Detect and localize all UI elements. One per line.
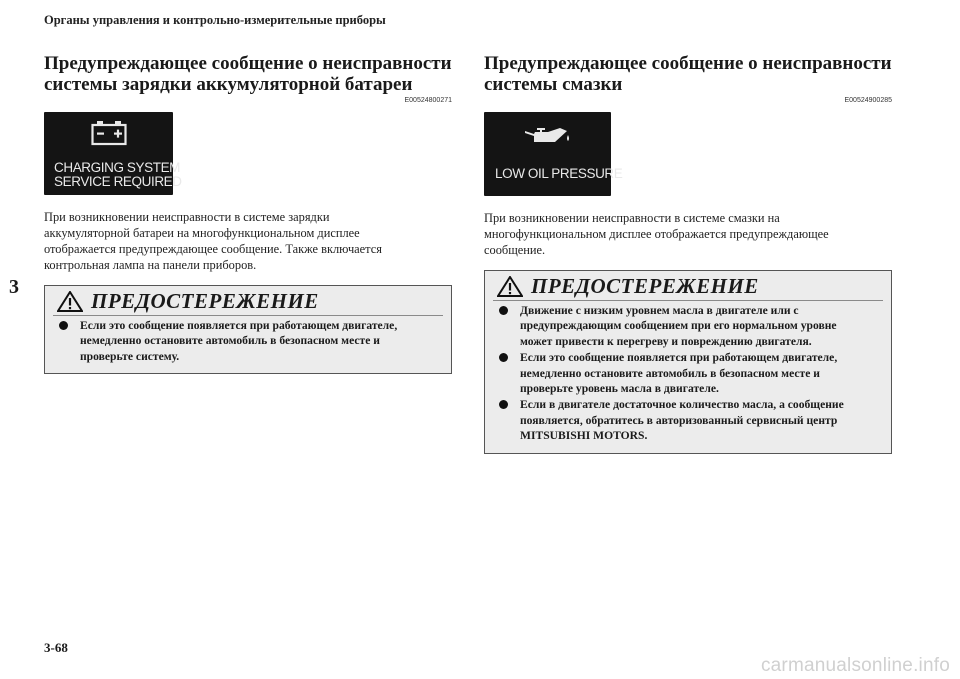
title-line: Предупреждающее сообщение о неисправности	[484, 53, 892, 74]
description-line: контрольная лампа на панели приборов.	[44, 258, 257, 272]
battery-icon	[91, 120, 127, 146]
running-header: Органы управления и контрольно-измерительные приборы	[44, 13, 386, 27]
charging-display-image	[44, 112, 182, 195]
warning-item	[497, 350, 883, 396]
warning-box	[484, 270, 892, 454]
oil-pressure-display-image	[484, 112, 623, 196]
description-line: многофункциональном дисплее отображается предупреждающее	[484, 227, 829, 241]
warning-list	[45, 316, 451, 373]
warning-line: немедленно остановите автомобиль в безопасном месте и	[80, 334, 380, 348]
display-text-line: SERVICE REQUIRED	[54, 174, 182, 189]
warning-box	[44, 285, 452, 374]
warning-title: ПРЕДОСТЕРЕЖЕНИЕ	[91, 289, 319, 313]
warning-triangle-icon	[497, 276, 523, 297]
warning-line: может привести к перегреву и повреждению двигателя.	[520, 334, 812, 348]
title-line: Предупреждающее сообщение о неисправности	[44, 53, 452, 74]
warning-triangle-icon	[57, 291, 83, 312]
warning-line: предупреждающим сообщением при его нормальном уровне	[520, 319, 837, 333]
bullet-icon	[499, 400, 508, 409]
section-code: E00524800271	[404, 97, 452, 104]
warning-line: немедленно остановите автомобиль в безопасном месте и	[520, 366, 820, 380]
bullet-icon	[499, 306, 508, 315]
warning-item	[497, 303, 883, 349]
warning-line: появляется, обратитесь в авторизованный сервисный центр	[520, 413, 838, 427]
warning-line: проверьте уровень масла в двигателе.	[520, 382, 719, 396]
warning-header	[53, 286, 443, 316]
description	[44, 209, 452, 273]
charging-section	[44, 53, 452, 374]
description-line: При возникновении неисправности в системе зарядки	[44, 210, 330, 224]
warning-item	[497, 397, 883, 443]
watermark: carmanualsonline.info	[760, 655, 950, 676]
oil-can-icon	[522, 122, 572, 148]
description-line: отображается предупреждающее сообщение. Также включается	[44, 242, 382, 256]
warning-line: Если это сообщение появляется при работающем двигателе,	[520, 351, 838, 365]
section-number: 3	[9, 276, 19, 298]
warning-line: Если в двигателе достаточное количество масла, а сообщение	[520, 398, 844, 412]
title-line: системы зарядки аккумуляторной батареи	[44, 74, 413, 95]
page-number: 3-68	[44, 640, 68, 655]
description-line: аккумуляторной батареи на многофункциональном дисплее	[44, 226, 360, 240]
warning-line: Если это сообщение появляется при работающем двигателе,	[80, 319, 398, 332]
section-title	[44, 53, 452, 95]
section-title	[484, 53, 892, 95]
warning-line: MITSUBISHI MOTORS.	[520, 429, 648, 443]
title-line: системы смазки	[484, 74, 623, 95]
display-text-line: LOW OIL PRESSURE	[495, 166, 623, 181]
description	[484, 210, 892, 258]
warning-list	[485, 301, 891, 453]
warning-line: Движение с низким уровнем масла в двигателе или с	[520, 304, 799, 317]
section-code: E00524900285	[844, 97, 892, 104]
warning-title: ПРЕДОСТЕРЕЖЕНИЕ	[531, 274, 759, 298]
bullet-icon	[59, 321, 68, 330]
description-line: сообщение.	[484, 243, 546, 257]
warning-item	[57, 318, 443, 364]
bullet-icon	[499, 353, 508, 362]
display-text-line: CHARGING SYSTEM	[54, 160, 181, 175]
warning-line: проверьте систему.	[80, 349, 180, 363]
description-line: При возникновении неисправности в системе смазки на	[484, 211, 780, 225]
warning-header	[493, 271, 883, 301]
lubrication-section	[484, 53, 892, 454]
